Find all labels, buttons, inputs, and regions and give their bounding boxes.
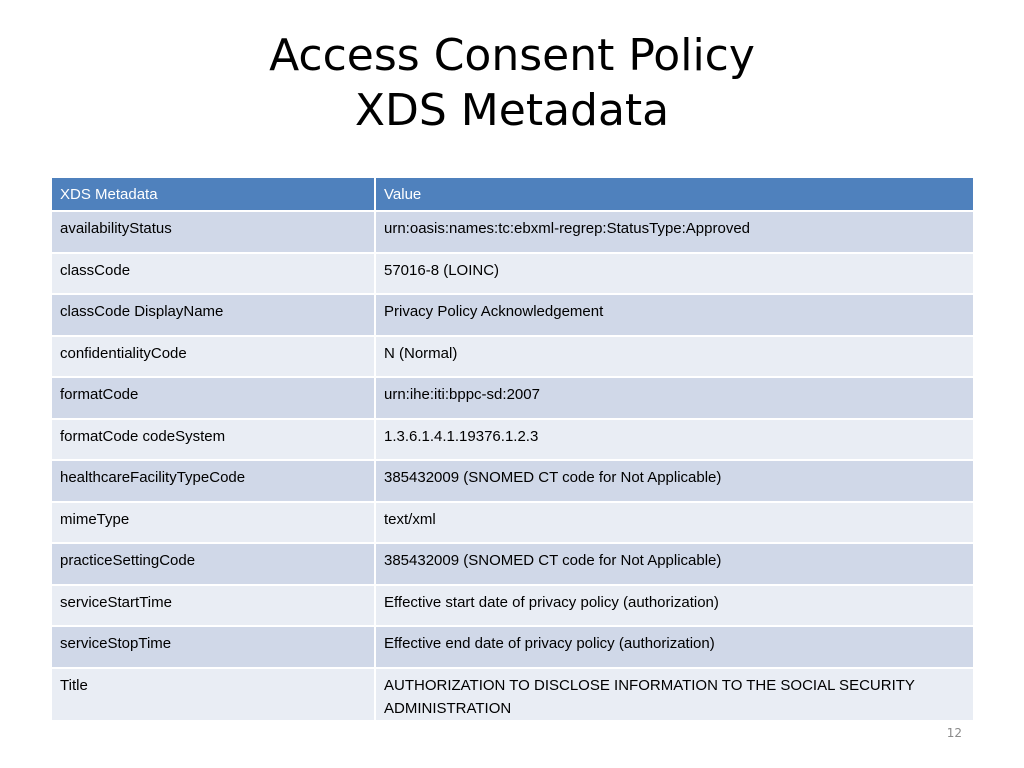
table-header-row [52,178,973,211]
table-row [52,294,973,336]
table-row [52,626,973,668]
table-row [52,211,973,253]
table-cell-key: healthcareFacilityTypeCode [52,460,375,502]
table-cell-key: serviceStopTime [52,626,375,668]
table-cell-key: confidentialityCode [52,336,375,378]
table-cell-value: Effective start date of privacy policy (authorization) [375,585,973,627]
table-cell-value: Effective end date of privacy policy (authorization) [375,626,973,668]
table-cell-value: 57016-8 (LOINC) [375,253,973,295]
page-number: 12 [946,726,962,740]
slide-title-line-1: Access Consent Policy [269,30,755,81]
table-cell-key: formatCode [52,377,375,419]
table-row [52,253,973,295]
table-cell-key: classCode DisplayName [52,294,375,336]
table-row [52,419,973,461]
table-cell-value: AUTHORIZATION TO DISCLOSE INFORMATION TO THE SOCIAL SECURITY ADMINISTRATION [375,668,973,720]
metadata-table [52,178,973,720]
table-cell-key: availabilityStatus [52,211,375,253]
column-header-xds-metadata: XDS Metadata [52,178,375,211]
table-row [52,543,973,585]
table-cell-key: mimeType [52,502,375,544]
table-cell-value: 385432009 (SNOMED CT code for Not Applicable) [375,460,973,502]
slide-title [0,28,1024,138]
slide-title-line-2: XDS Metadata [354,85,670,136]
table-row [52,336,973,378]
table-cell-value: 1.3.6.1.4.1.19376.1.2.3 [375,419,973,461]
table-cell-key: classCode [52,253,375,295]
table-row [52,460,973,502]
table-cell-key: Title [52,668,375,720]
table-cell-key: serviceStartTime [52,585,375,627]
table-cell-value: urn:oasis:names:tc:ebxml-regrep:StatusType:Approved [375,211,973,253]
table-row [52,502,973,544]
table-row [52,668,973,720]
table-row [52,377,973,419]
table-cell-value: Privacy Policy Acknowledgement [375,294,973,336]
table-cell-value: urn:ihe:iti:bppc-sd:2007 [375,377,973,419]
table-cell-value: N (Normal) [375,336,973,378]
table-cell-key: formatCode codeSystem [52,419,375,461]
column-header-value: Value [375,178,973,211]
table-cell-value: text/xml [375,502,973,544]
table-row [52,585,973,627]
table-cell-value: 385432009 (SNOMED CT code for Not Applicable) [375,543,973,585]
table-cell-key: practiceSettingCode [52,543,375,585]
